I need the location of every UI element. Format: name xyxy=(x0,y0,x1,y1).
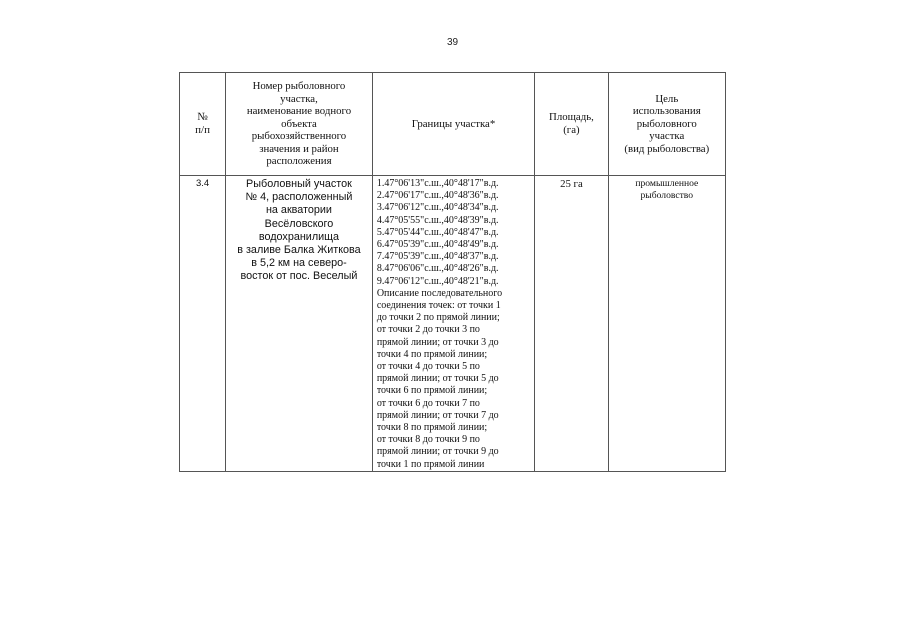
text-line: № xyxy=(197,111,208,124)
text-line: рыбохозяйственного xyxy=(251,130,347,143)
text-line: 6.47°05'39"с.ш.,40°48'49"в.д. xyxy=(376,239,499,251)
text-line: рыболовство xyxy=(640,189,694,201)
text-line: в 5,2 км на северо- xyxy=(251,257,347,270)
text-line: восток от пос. Веселый xyxy=(240,270,358,283)
text-line: рыболовного xyxy=(636,117,697,130)
text-line: Цель xyxy=(655,92,679,105)
text-line: 2.47°06'17"с.ш.,40°48'36"в.д. xyxy=(376,190,499,202)
cell-plot-name xyxy=(226,176,373,472)
text-line: 8.47°06'06"с.ш.,40°48'26"в.д. xyxy=(376,263,499,275)
text-line: Описание последовательного xyxy=(376,287,503,299)
text-line: до точки 2 по прямой линии; xyxy=(376,312,500,324)
cell-row-number: 3.4 xyxy=(180,176,226,472)
text-line: 9.47°06'12"с.ш.,40°48'21"в.д. xyxy=(376,275,499,287)
text-line: соединения точек: от точки 1 xyxy=(376,300,501,312)
text-line: наименование водного xyxy=(246,105,352,118)
text-line: промышленное xyxy=(635,178,699,189)
text-line: 3.47°06'12"с.ш.,40°48'34"в.д. xyxy=(376,202,499,214)
text-line: от точки 8 до точки 9 по xyxy=(376,434,480,446)
text-line: от точки 2 до точки 3 по xyxy=(376,324,480,336)
text-line: использования xyxy=(632,105,701,118)
text-line: 4.47°05'55"с.ш.,40°48'39"в.д. xyxy=(376,214,499,226)
text-line: точки 6 по прямой линии; xyxy=(376,385,488,397)
text-line: от точки 4 до точки 5 по xyxy=(376,361,480,373)
text-line: прямой линии; от точки 3 до xyxy=(376,336,499,348)
text-line: Весёловского xyxy=(264,217,334,230)
table-header-row xyxy=(180,73,726,176)
text-line: участка, xyxy=(280,92,318,105)
text-line: 5.47°05'44"с.ш.,40°48'47"в.д. xyxy=(376,226,499,238)
text-line: точки 4 по прямой линии; xyxy=(376,348,488,360)
page-number: 39 xyxy=(446,37,459,48)
fishing-plot-table xyxy=(179,72,726,472)
text-line: прямой линии; от точки 7 до xyxy=(376,409,499,421)
header-no xyxy=(180,73,226,176)
header-name xyxy=(226,73,373,176)
text-line: Рыболовный участок xyxy=(246,178,352,190)
text-line: водохранилища xyxy=(258,230,340,243)
text-line: точки 8 по прямой линии; xyxy=(376,422,488,434)
text-line: расположения xyxy=(266,155,332,168)
text-line: (вид рыболовства) xyxy=(624,142,710,155)
text-line: участка xyxy=(649,130,685,143)
text-line: от точки 6 до точки 7 по xyxy=(376,397,480,409)
text-line: в заливе Балка Житкова xyxy=(237,244,361,257)
text-line: Номер рыболовного xyxy=(252,79,346,92)
text-line: на акватории xyxy=(265,204,332,217)
text-line: точки 1 по прямой линии xyxy=(376,458,485,470)
text-line: прямой линии; от точки 9 до xyxy=(376,446,499,458)
header-purpose xyxy=(608,73,725,176)
text-line: Площадь, xyxy=(549,111,594,124)
table-row xyxy=(180,176,726,472)
header-bounds xyxy=(372,73,534,176)
header-area xyxy=(535,73,608,176)
cell-plot-area: 25 га xyxy=(535,176,608,472)
cell-plot-purpose xyxy=(608,176,725,472)
text-line: значения и район xyxy=(259,142,339,155)
text-line: объекта xyxy=(281,117,317,130)
text-line: Границы участка* xyxy=(411,117,496,130)
text-line: (га) xyxy=(563,124,580,136)
text-line: п/п xyxy=(195,124,210,136)
text-line: № 4, расположенный xyxy=(245,191,353,204)
text-line: 7.47°05'39"с.ш.,40°48'37"в.д. xyxy=(376,251,499,263)
text-line: прямой линии; от точки 5 до xyxy=(376,373,499,385)
cell-plot-bounds xyxy=(372,176,534,472)
text-line: 1.47°06'13"с.ш.,40°48'17"в.д. xyxy=(376,178,499,189)
